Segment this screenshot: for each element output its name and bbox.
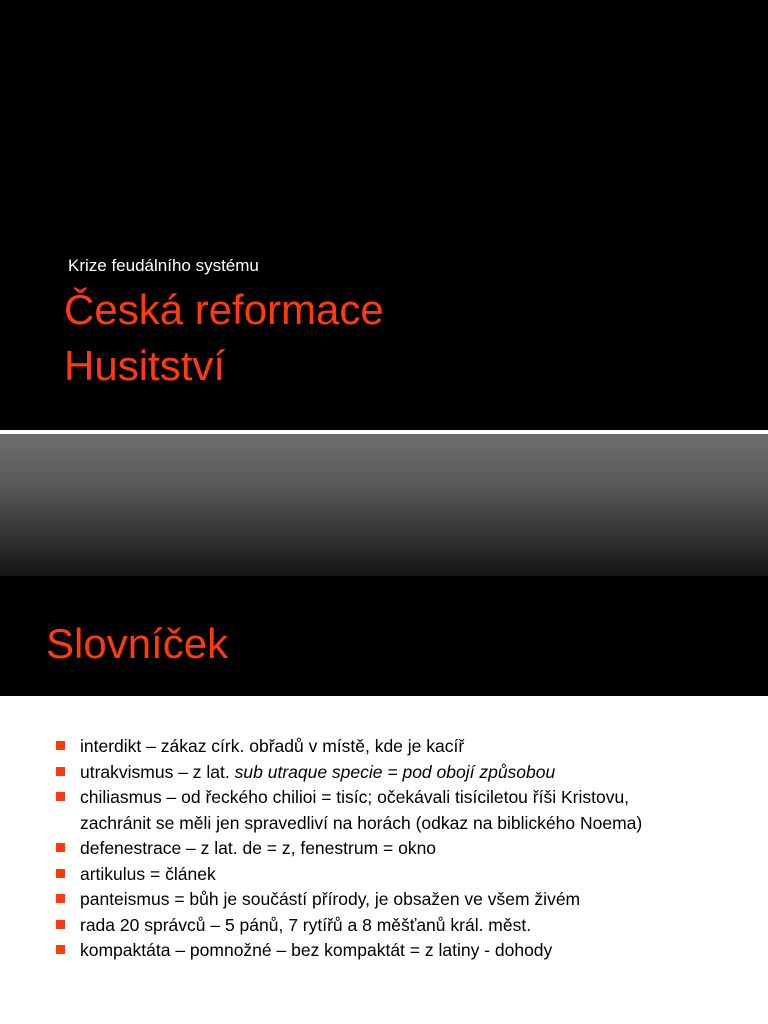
vocabulary-title: Slovníček	[46, 620, 229, 667]
gradient-band	[0, 434, 768, 576]
square-bullet-icon	[56, 945, 65, 954]
list-item	[56, 836, 756, 862]
list-item-text: defenestrace – z lat. de = z, fenestrum = okno	[80, 838, 437, 858]
title-slide	[0, 0, 768, 430]
list-item	[56, 785, 756, 836]
list-item	[56, 862, 756, 888]
list-item-text: artikulus = článek	[80, 863, 216, 884]
list-item-text: rada 20 správců – 5 pánů, 7 rytířů a 8 měšťanů král. měst.	[80, 914, 532, 935]
list-item-text: utrakvismus – z lat.	[80, 761, 235, 782]
square-bullet-icon	[56, 894, 65, 903]
slide-title	[64, 282, 384, 394]
list-item-text: kompaktáta – pomnožné – bez kompaktát = z latiny - dohody	[80, 940, 553, 960]
list-item	[56, 760, 756, 786]
list-item	[56, 734, 756, 760]
square-bullet-icon	[56, 869, 65, 878]
list-item-text: chiliasmus – od řeckého chilioi = tisíc; očekávali tisíciletou říši Kristovu,	[80, 787, 630, 807]
list-item-text-line-2: zachránit se měli jen spravedliví na horách (odkaz na biblického Noema)	[80, 812, 643, 833]
slide-title-line-1: Česká reformace	[64, 286, 384, 333]
slide-title-line-2: Husitství	[64, 342, 226, 389]
list-item	[56, 913, 756, 939]
list-item-text: interdikt – zákaz círk. obřadů v místě, kde je kacíř	[80, 736, 465, 756]
list-item-italic-text: sub utraque specie = pod obojí způsobou	[234, 761, 556, 782]
list-item	[56, 887, 756, 913]
vocabulary-list	[56, 734, 756, 964]
square-bullet-icon	[56, 920, 65, 929]
square-bullet-icon	[56, 741, 65, 750]
square-bullet-icon	[56, 792, 65, 801]
square-bullet-icon	[56, 843, 65, 852]
list-item	[56, 938, 756, 964]
list-item-text: panteismus = bůh je součástí přírody, je obsažen ve všem živém	[80, 889, 581, 909]
slide-subtitle: Krize feudálního systému	[68, 256, 259, 275]
square-bullet-icon	[56, 767, 65, 776]
